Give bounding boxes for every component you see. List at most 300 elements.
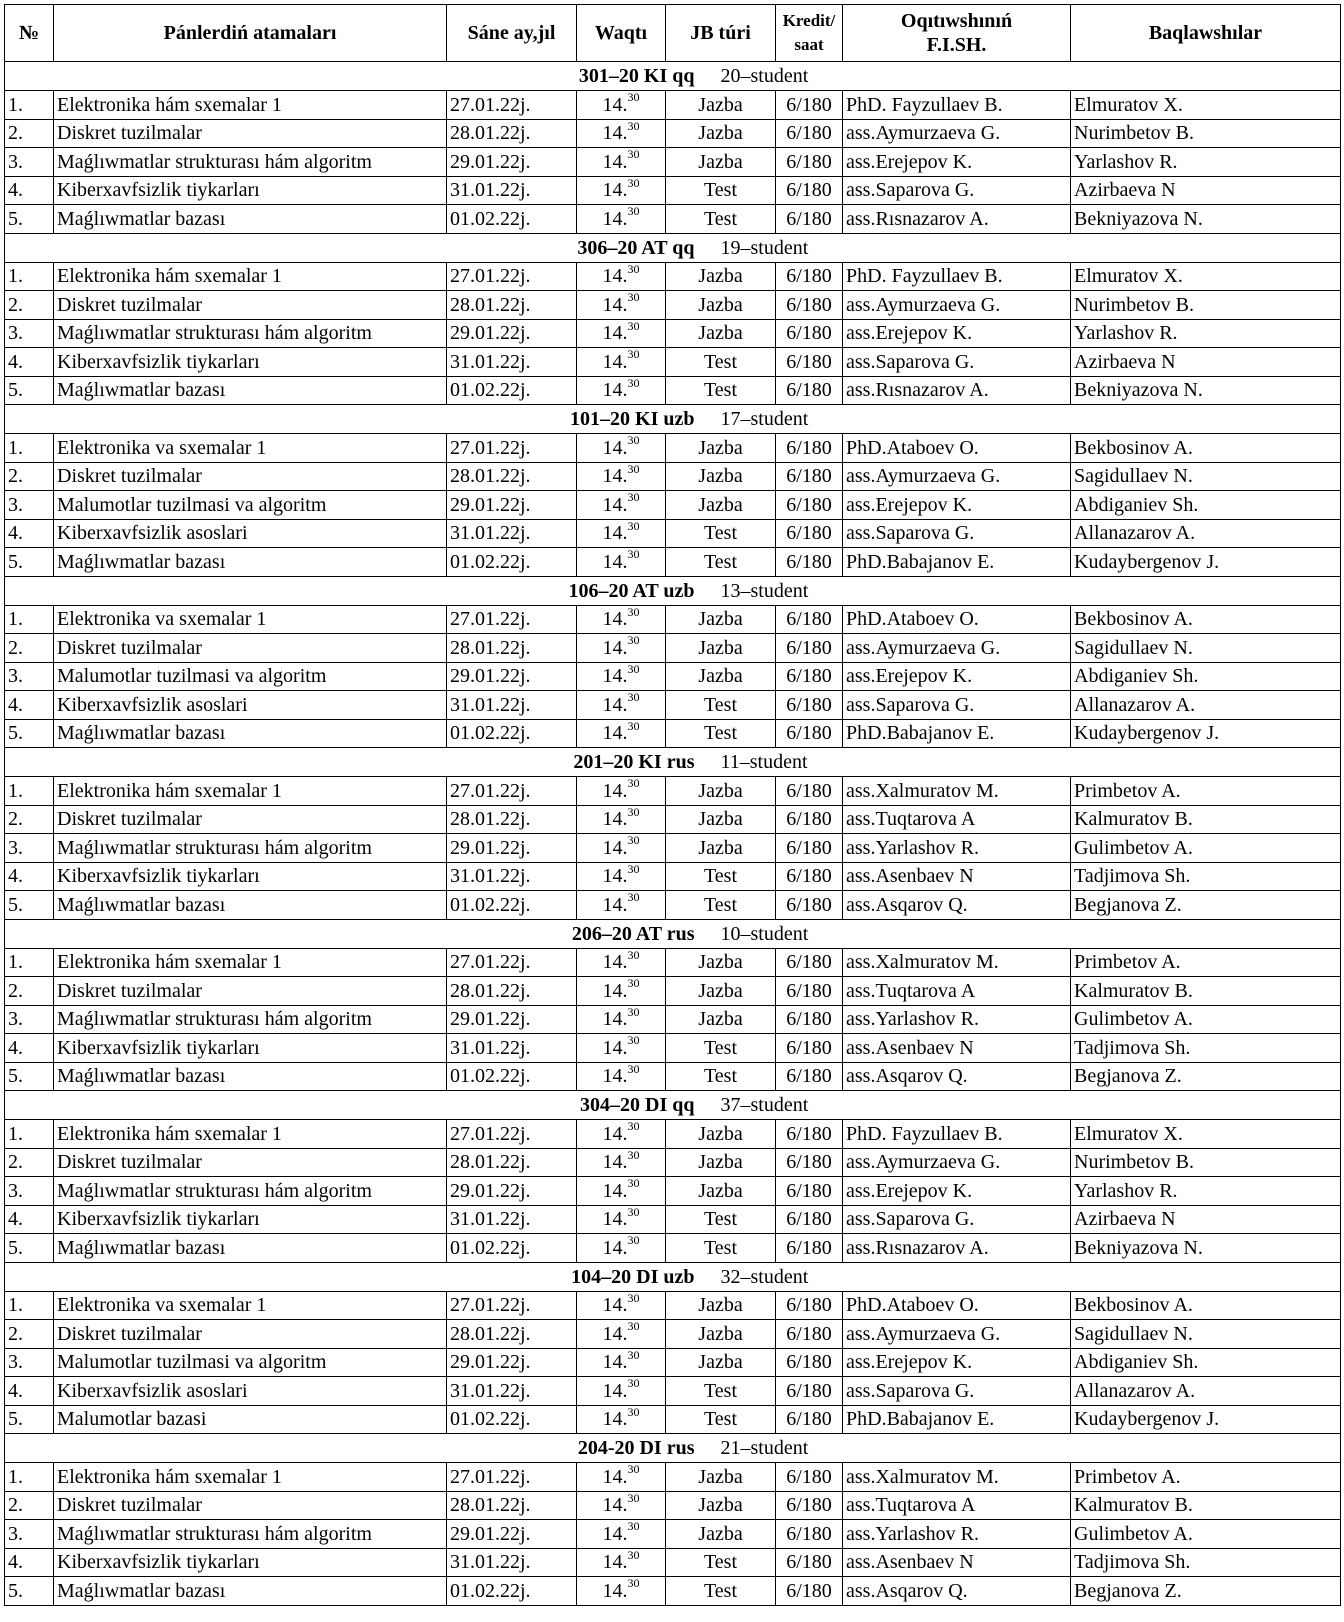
exam-time-minutes: 30 — [627, 719, 640, 733]
exam-time — [577, 119, 666, 148]
exam-time-hour: 14. — [602, 1551, 628, 1574]
exam-time-hour: 14. — [602, 93, 628, 116]
subject-name: Maǵlıwmatlar strukturası hám algoritm — [54, 148, 447, 177]
row-number: 5. — [5, 891, 54, 920]
exam-time-hour: 14. — [602, 1036, 628, 1059]
header-assistant: Baqlawshılar — [1071, 5, 1341, 62]
teacher-name: ass.Erejepov K. — [843, 148, 1071, 177]
group-header — [5, 233, 1341, 262]
exam-type: Jazba — [666, 1320, 776, 1349]
table-row — [5, 1491, 1341, 1520]
group-student-count: 13–student — [720, 579, 809, 602]
exam-time-minutes: 30 — [627, 605, 640, 619]
exam-time-hour: 14. — [602, 436, 628, 459]
exam-time — [577, 862, 666, 891]
exam-date: 29.01.22j. — [447, 148, 577, 177]
assistant-name: Tadjimova Sh. — [1071, 1034, 1341, 1063]
assistant-name: Kudaybergenov J. — [1071, 1405, 1341, 1434]
credit-hours: 6/180 — [776, 1520, 843, 1549]
exam-time-minutes: 30 — [627, 176, 640, 190]
group-name: 101–20 KI uzb — [570, 408, 695, 430]
exam-date: 31.01.22j. — [447, 1205, 577, 1234]
exam-time-hour: 14. — [602, 1494, 628, 1517]
exam-time-hour: 14. — [602, 608, 628, 631]
header-teacher-line1: Oqıtıwshınıń — [900, 10, 1013, 32]
exam-time-minutes: 30 — [627, 462, 640, 476]
header-teacher-line2: F.I.SH. — [926, 34, 987, 56]
exam-time — [577, 1034, 666, 1063]
exam-time-hour: 14. — [602, 207, 628, 230]
subject-name: Elektronika va sxemalar 1 — [54, 605, 447, 634]
row-number: 5. — [5, 548, 54, 577]
credit-hours: 6/180 — [776, 777, 843, 806]
assistant-name: Sagidullaev N. — [1071, 462, 1341, 491]
exam-date: 01.02.22j. — [447, 1577, 577, 1606]
exam-time — [577, 434, 666, 463]
group-header — [5, 748, 1341, 777]
group-header — [5, 1434, 1341, 1463]
table-row — [5, 548, 1341, 577]
assistant-name: Bekbosinov A. — [1071, 605, 1341, 634]
table-row — [5, 777, 1341, 806]
row-number: 2. — [5, 119, 54, 148]
exam-type: Jazba — [666, 777, 776, 806]
row-number: 1. — [5, 91, 54, 120]
assistant-name: Abdiganiev Sh. — [1071, 1348, 1341, 1377]
assistant-name: Elmuratov X. — [1071, 91, 1341, 120]
table-row — [5, 605, 1341, 634]
assistant-name: Azirbaeva N — [1071, 1205, 1341, 1234]
table-row — [5, 376, 1341, 405]
exam-time-minutes: 30 — [627, 147, 640, 162]
group-header-row — [5, 576, 1341, 605]
exam-time-minutes: 30 — [627, 890, 640, 905]
exam-type: Jazba — [666, 948, 776, 977]
subject-name: Elektronika hám sxemalar 1 — [54, 1463, 447, 1492]
subject-name: Diskret tuzilmalar — [54, 1320, 447, 1349]
teacher-name: ass.Aymurzaeva G. — [843, 1148, 1071, 1177]
exam-schedule-table — [4, 4, 1341, 1606]
row-number: 3. — [5, 1005, 54, 1034]
row-number: 2. — [5, 977, 54, 1006]
exam-time-minutes: 30 — [627, 519, 640, 533]
subject-name: Kiberxavfsizlik tiykarları — [54, 1548, 447, 1577]
exam-date: 31.01.22j. — [447, 1548, 577, 1577]
credit-hours: 6/180 — [776, 1177, 843, 1206]
exam-time — [577, 1291, 666, 1320]
credit-hours: 6/180 — [776, 1548, 843, 1577]
exam-time-minutes: 30 — [627, 547, 640, 562]
subject-name: Malumotlar tuzilmasi va algoritm — [54, 491, 447, 520]
assistant-name: Nurimbetov B. — [1071, 119, 1341, 148]
exam-time-minutes: 30 — [627, 433, 640, 448]
exam-type: Test — [666, 205, 776, 234]
exam-date: 27.01.22j. — [447, 91, 577, 120]
credit-hours: 6/180 — [776, 548, 843, 577]
row-number: 1. — [5, 1120, 54, 1149]
subject-name: Diskret tuzilmalar — [54, 462, 447, 491]
credit-hours: 6/180 — [776, 1348, 843, 1377]
exam-time-minutes: 30 — [627, 1519, 640, 1534]
credit-hours: 6/180 — [776, 605, 843, 634]
exam-type: Test — [666, 1577, 776, 1606]
exam-date: 28.01.22j. — [447, 977, 577, 1006]
exam-type: Jazba — [666, 1520, 776, 1549]
table-row — [5, 1120, 1341, 1149]
exam-time-minutes: 30 — [627, 1033, 640, 1048]
exam-time-minutes: 30 — [627, 633, 640, 648]
table-row — [5, 434, 1341, 463]
exam-time — [577, 519, 666, 548]
row-number: 2. — [5, 1148, 54, 1177]
assistant-name: Elmuratov X. — [1071, 1120, 1341, 1149]
subject-name: Maǵlıwmatlar bazası — [54, 891, 447, 920]
credit-hours: 6/180 — [776, 1148, 843, 1177]
row-number: 3. — [5, 1348, 54, 1377]
exam-date: 27.01.22j. — [447, 948, 577, 977]
exam-date: 01.02.22j. — [447, 1405, 577, 1434]
header-row — [5, 5, 1341, 62]
row-number: 2. — [5, 1491, 54, 1520]
exam-time-minutes: 30 — [627, 1576, 640, 1591]
row-number: 2. — [5, 291, 54, 320]
table-row — [5, 462, 1341, 491]
exam-date: 01.02.22j. — [447, 891, 577, 920]
subject-name: Kiberxavfsizlik asoslari — [54, 691, 447, 720]
table-row — [5, 977, 1341, 1006]
group-header-row — [5, 1262, 1341, 1291]
exam-type: Jazba — [666, 1177, 776, 1206]
exam-time-hour: 14. — [602, 493, 628, 516]
exam-type: Test — [666, 719, 776, 748]
assistant-name: Elmuratov X. — [1071, 262, 1341, 291]
assistant-name: Gulimbetov A. — [1071, 1005, 1341, 1034]
exam-time — [577, 1348, 666, 1377]
exam-time-hour: 14. — [602, 1208, 628, 1231]
assistant-name: Sagidullaev N. — [1071, 1320, 1341, 1349]
schedule-body — [5, 62, 1341, 1606]
teacher-name: ass.Yarlashov R. — [843, 1520, 1071, 1549]
exam-date: 01.02.22j. — [447, 376, 577, 405]
exam-date: 27.01.22j. — [447, 1463, 577, 1492]
subject-name: Maǵlıwmatlar bazası — [54, 1577, 447, 1606]
assistant-name: Kalmuratov B. — [1071, 977, 1341, 1006]
credit-hours: 6/180 — [776, 291, 843, 320]
assistant-name: Begjanova Z. — [1071, 1062, 1341, 1091]
subject-name: Diskret tuzilmalar — [54, 291, 447, 320]
exam-time-hour: 14. — [602, 1065, 628, 1088]
exam-time-hour: 14. — [602, 1379, 628, 1402]
exam-type: Jazba — [666, 1120, 776, 1149]
row-number: 5. — [5, 1062, 54, 1091]
exam-time — [577, 1148, 666, 1177]
exam-time-hour: 14. — [602, 1465, 628, 1488]
credit-hours: 6/180 — [776, 1463, 843, 1492]
exam-date: 27.01.22j. — [447, 1291, 577, 1320]
exam-date: 01.02.22j. — [447, 548, 577, 577]
exam-time-hour: 14. — [602, 322, 628, 345]
subject-name: Elektronika va sxemalar 1 — [54, 1291, 447, 1320]
teacher-name: ass.Asqarov Q. — [843, 891, 1071, 920]
exam-date: 01.02.22j. — [447, 1234, 577, 1263]
exam-date: 29.01.22j. — [447, 1177, 577, 1206]
teacher-name: PhD.Ataboev O. — [843, 1291, 1071, 1320]
table-row — [5, 1205, 1341, 1234]
exam-type: Test — [666, 548, 776, 577]
teacher-name: ass.Asqarov Q. — [843, 1577, 1071, 1606]
group-header-row — [5, 748, 1341, 777]
credit-hours: 6/180 — [776, 977, 843, 1006]
exam-date: 31.01.22j. — [447, 176, 577, 205]
exam-date: 29.01.22j. — [447, 1348, 577, 1377]
credit-hours: 6/180 — [776, 262, 843, 291]
table-row — [5, 1320, 1341, 1349]
assistant-name: Allanazarov A. — [1071, 519, 1341, 548]
exam-time — [577, 691, 666, 720]
teacher-name: ass.Xalmuratov M. — [843, 948, 1071, 977]
exam-time-hour: 14. — [602, 1351, 628, 1374]
exam-time-hour: 14. — [602, 1294, 628, 1317]
row-number: 5. — [5, 1234, 54, 1263]
teacher-name: ass.Xalmuratov M. — [843, 777, 1071, 806]
exam-time-hour: 14. — [602, 465, 628, 488]
exam-type: Jazba — [666, 1005, 776, 1034]
row-number: 2. — [5, 1320, 54, 1349]
teacher-name: ass.Asenbaev N — [843, 862, 1071, 891]
exam-time — [577, 1005, 666, 1034]
table-row — [5, 1377, 1341, 1406]
assistant-name: Yarlashov R. — [1071, 1177, 1341, 1206]
group-name: 304–20 DI qq — [580, 1094, 695, 1116]
assistant-name: Primbetov A. — [1071, 777, 1341, 806]
exam-date: 01.02.22j. — [447, 719, 577, 748]
header-credit-line1: Kredit/ — [782, 11, 836, 30]
subject-name: Diskret tuzilmalar — [54, 1148, 447, 1177]
exam-type: Jazba — [666, 491, 776, 520]
assistant-name: Abdiganiev Sh. — [1071, 662, 1341, 691]
exam-type: Jazba — [666, 319, 776, 348]
subject-name: Maǵlıwmatlar bazası — [54, 1234, 447, 1263]
exam-type: Test — [666, 691, 776, 720]
exam-time-minutes: 30 — [627, 119, 640, 133]
exam-time-minutes: 30 — [627, 319, 640, 333]
table-row — [5, 862, 1341, 891]
subject-name: Diskret tuzilmalar — [54, 119, 447, 148]
exam-date: 29.01.22j. — [447, 834, 577, 863]
row-number: 4. — [5, 176, 54, 205]
row-number: 5. — [5, 719, 54, 748]
credit-hours: 6/180 — [776, 1005, 843, 1034]
row-number: 5. — [5, 1405, 54, 1434]
exam-time — [577, 1320, 666, 1349]
row-number: 4. — [5, 1205, 54, 1234]
subject-name: Maǵlıwmatlar bazası — [54, 548, 447, 577]
exam-type: Jazba — [666, 805, 776, 834]
exam-time — [577, 262, 666, 291]
exam-type: Test — [666, 1062, 776, 1091]
row-number: 4. — [5, 1548, 54, 1577]
exam-type: Jazba — [666, 634, 776, 663]
credit-hours: 6/180 — [776, 948, 843, 977]
exam-time — [577, 1491, 666, 1520]
exam-time — [577, 1234, 666, 1263]
subject-name: Diskret tuzilmalar — [54, 1491, 447, 1520]
exam-date: 31.01.22j. — [447, 1377, 577, 1406]
exam-time-hour: 14. — [602, 1151, 628, 1174]
credit-hours: 6/180 — [776, 376, 843, 405]
subject-name: Maǵlıwmatlar strukturası hám algoritm — [54, 1520, 447, 1549]
subject-name: Kiberxavfsizlik tiykarları — [54, 1034, 447, 1063]
exam-time-hour: 14. — [602, 350, 628, 373]
subject-name: Maǵlıwmatlar bazası — [54, 205, 447, 234]
exam-time-minutes: 30 — [627, 1148, 640, 1162]
exam-time — [577, 805, 666, 834]
exam-time — [577, 1520, 666, 1549]
exam-time-hour: 14. — [602, 1322, 628, 1345]
exam-time-minutes: 30 — [627, 1548, 640, 1562]
table-row — [5, 119, 1341, 148]
table-row — [5, 519, 1341, 548]
group-student-count: 21–student — [720, 1437, 809, 1459]
credit-hours: 6/180 — [776, 1034, 843, 1063]
teacher-name: PhD.Ataboev O. — [843, 434, 1071, 463]
teacher-name: ass.Erejepov K. — [843, 1348, 1071, 1377]
table-row — [5, 348, 1341, 377]
credit-hours: 6/180 — [776, 348, 843, 377]
row-number: 3. — [5, 662, 54, 691]
credit-hours: 6/180 — [776, 719, 843, 748]
group-name: 301–20 KI qq — [578, 65, 695, 87]
credit-hours: 6/180 — [776, 634, 843, 663]
exam-time-hour: 14. — [602, 665, 628, 688]
table-row — [5, 1177, 1341, 1206]
exam-date: 27.01.22j. — [447, 777, 577, 806]
teacher-name: PhD.Babajanov E. — [843, 719, 1071, 748]
exam-time-hour: 14. — [602, 1008, 628, 1031]
credit-hours: 6/180 — [776, 519, 843, 548]
exam-time — [577, 1577, 666, 1606]
teacher-name: ass.Saparova G. — [843, 1205, 1071, 1234]
teacher-name: PhD. Fayzullaev B. — [843, 91, 1071, 120]
row-number: 4. — [5, 691, 54, 720]
credit-hours: 6/180 — [776, 1577, 843, 1606]
assistant-name: Tadjimova Sh. — [1071, 1548, 1341, 1577]
exam-time — [577, 834, 666, 863]
exam-type: Jazba — [666, 662, 776, 691]
subject-name: Elektronika hám sxemalar 1 — [54, 1120, 447, 1149]
exam-time-minutes: 30 — [627, 90, 640, 105]
table-row — [5, 176, 1341, 205]
group-student-count: 32–student — [720, 1265, 809, 1288]
assistant-name: Kalmuratov B. — [1071, 805, 1341, 834]
row-number: 2. — [5, 634, 54, 663]
exam-time — [577, 1120, 666, 1149]
credit-hours: 6/180 — [776, 691, 843, 720]
credit-hours: 6/180 — [776, 805, 843, 834]
exam-date: 28.01.22j. — [447, 462, 577, 491]
credit-hours: 6/180 — [776, 205, 843, 234]
assistant-name: Kalmuratov B. — [1071, 1491, 1341, 1520]
teacher-name: ass.Aymurzaeva G. — [843, 1320, 1071, 1349]
exam-date: 31.01.22j. — [447, 691, 577, 720]
exam-time-minutes: 30 — [627, 1205, 640, 1219]
row-number: 3. — [5, 319, 54, 348]
exam-time-hour: 14. — [602, 722, 628, 745]
exam-type: Jazba — [666, 605, 776, 634]
exam-date: 31.01.22j. — [447, 348, 577, 377]
table-row — [5, 948, 1341, 977]
table-row — [5, 1348, 1341, 1377]
assistant-name: Azirbaeva N — [1071, 176, 1341, 205]
subject-name: Kiberxavfsizlik tiykarları — [54, 862, 447, 891]
exam-date: 27.01.22j. — [447, 605, 577, 634]
exam-time — [577, 948, 666, 977]
exam-time-minutes: 30 — [627, 1491, 640, 1505]
credit-hours: 6/180 — [776, 862, 843, 891]
teacher-name: PhD.Babajanov E. — [843, 548, 1071, 577]
exam-type: Test — [666, 376, 776, 405]
subject-name: Elektronika hám sxemalar 1 — [54, 262, 447, 291]
subject-name: Maǵlıwmatlar bazası — [54, 719, 447, 748]
subject-name: Kiberxavfsizlik tiykarları — [54, 176, 447, 205]
assistant-name: Begjanova Z. — [1071, 891, 1341, 920]
exam-date: 31.01.22j. — [447, 519, 577, 548]
exam-type: Test — [666, 348, 776, 377]
teacher-name: ass.Aymurzaeva G. — [843, 119, 1071, 148]
exam-type: Jazba — [666, 1463, 776, 1492]
assistant-name: Yarlashov R. — [1071, 148, 1341, 177]
credit-hours: 6/180 — [776, 319, 843, 348]
group-name: 201–20 KI rus — [573, 751, 695, 773]
row-number: 1. — [5, 1463, 54, 1492]
teacher-name: ass.Erejepov K. — [843, 1177, 1071, 1206]
group-header-row — [5, 233, 1341, 262]
exam-time-minutes: 30 — [627, 347, 640, 362]
row-number: 2. — [5, 462, 54, 491]
exam-time — [577, 462, 666, 491]
exam-time-minutes: 30 — [627, 948, 640, 962]
teacher-name: PhD. Fayzullaev B. — [843, 1120, 1071, 1149]
group-student-count: 11–student — [720, 751, 808, 773]
exam-date: 28.01.22j. — [447, 634, 577, 663]
table-row — [5, 1062, 1341, 1091]
subject-name: Maǵlıwmatlar strukturası hám algoritm — [54, 1005, 447, 1034]
exam-time — [577, 1377, 666, 1406]
exam-time-hour: 14. — [602, 1179, 628, 1202]
assistant-name: Sagidullaev N. — [1071, 634, 1341, 663]
exam-time-minutes: 30 — [627, 1233, 640, 1248]
exam-time-hour: 14. — [602, 1122, 628, 1145]
exam-time-minutes: 30 — [627, 1348, 640, 1362]
group-student-count: 37–student — [720, 1094, 809, 1116]
exam-time-minutes: 30 — [627, 833, 640, 848]
header-subject: Pánlerdiń atamaları — [54, 5, 447, 62]
teacher-name: ass.Asenbaev N — [843, 1548, 1071, 1577]
exam-schedule — [4, 4, 1341, 1606]
group-name: 104–20 DI uzb — [571, 1265, 695, 1288]
teacher-name: ass.Aymurzaeva G. — [843, 291, 1071, 320]
subject-name: Elektronika va sxemalar 1 — [54, 434, 447, 463]
exam-time-hour: 14. — [602, 522, 628, 545]
exam-time-minutes: 30 — [627, 1176, 640, 1191]
group-header — [5, 405, 1341, 434]
group-header-row — [5, 405, 1341, 434]
exam-type: Jazba — [666, 834, 776, 863]
row-number: 3. — [5, 834, 54, 863]
row-number: 4. — [5, 1034, 54, 1063]
header-teacher — [843, 5, 1071, 62]
group-header — [5, 1091, 1341, 1120]
